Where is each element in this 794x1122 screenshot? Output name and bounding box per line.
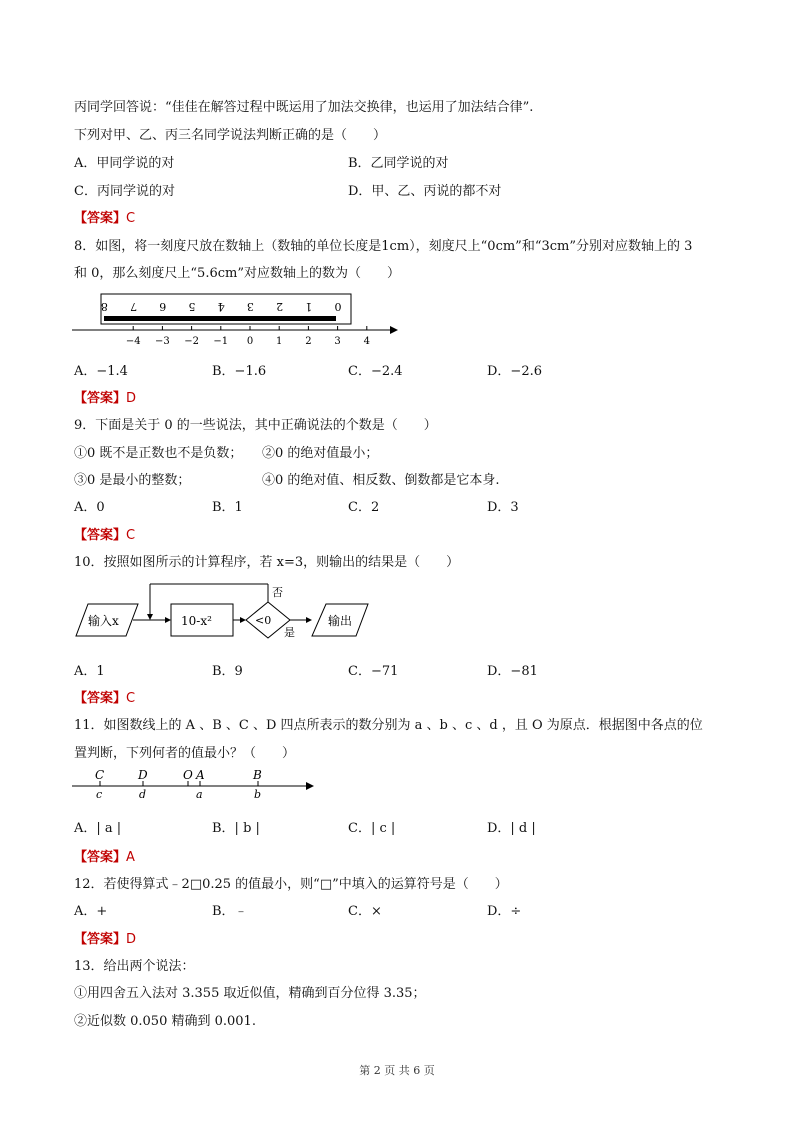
value-label-b: b — [254, 788, 262, 801]
q10-flowchart — [72, 578, 372, 648]
q10-option-a: A．1 — [74, 664, 105, 679]
q11-option-b: B．| b | — [212, 821, 260, 836]
answer-label: 【答案】 — [74, 850, 127, 865]
q9-option-b: B．1 — [212, 500, 243, 515]
q8-option-c: C．−2.4 — [348, 364, 403, 379]
q8-option-a: A．−1.4 — [74, 364, 128, 379]
q11-stem-line-2: 置判断，下列何者的值最小？（ ） — [74, 746, 296, 761]
q9-item-1: ①0 既不是正数也不是负数； — [74, 446, 243, 461]
axis-arrow-icon — [306, 782, 314, 790]
arrow-right-icon — [165, 617, 171, 623]
ruler-label: 1 — [305, 300, 313, 313]
q9-option-c: C．2 — [348, 500, 380, 515]
ruler-scale-bar — [104, 316, 336, 321]
page-footer: 第 2 页 共 6 页 — [359, 1064, 435, 1077]
answer-label: 【答案】 — [74, 932, 127, 947]
q9-answer — [74, 524, 135, 543]
q12-stem: 12．若使得算式﹣2□0.25 的值最小，则“□”中填入的运算符号是（ ） — [74, 877, 508, 892]
q9-stem: 9．下面是关于 0 的一些说法，其中正确说法的个数是（ ） — [74, 418, 437, 433]
value-label-d: d — [139, 788, 147, 801]
axis-label: −2 — [184, 336, 199, 347]
flow-yes-label: 是 — [284, 626, 295, 639]
answer-label: 【答案】 — [74, 691, 127, 706]
q8-answer — [74, 387, 136, 406]
q7-option-b: B．乙同学说的对 — [348, 156, 449, 171]
answer-label: 【答案】 — [74, 211, 127, 226]
q9-item-4: ④0 的绝对值、相反数、倒数都是它本身. — [262, 473, 500, 488]
q10-option-b: B．9 — [212, 664, 243, 679]
axis-label: 0 — [246, 336, 254, 347]
q12-option-a: A．+ — [74, 904, 108, 919]
arrow-right-icon — [240, 617, 246, 623]
point-label-O: O — [183, 768, 193, 782]
axis-arrow-icon — [390, 326, 398, 334]
q9-option-d: D．3 — [487, 500, 519, 515]
q11-option-d: D．| d | — [487, 821, 536, 836]
value-label-a: a — [196, 788, 203, 801]
point-label-C: C — [95, 768, 105, 782]
arrow-down-icon — [147, 614, 153, 620]
axis-label: 2 — [305, 336, 312, 347]
q7-answer — [74, 207, 135, 226]
flow-no-label: 否 — [272, 586, 283, 599]
q8-stem-line-1: 8．如图，将一刻度尺放在数轴上（数轴的单位长度是1cm），刻度尺上“0cm”和“3cm”分别对应数轴上的 3 — [74, 239, 693, 254]
answer-value: C — [126, 691, 136, 706]
answer-value: A — [126, 850, 135, 865]
ruler-label: 2 — [276, 300, 284, 313]
q9-item-3: ③0 是最小的整数； — [74, 473, 191, 488]
answer-value: C — [126, 211, 136, 226]
q10-option-d: D．−81 — [487, 664, 538, 679]
q8-stem-line-2: 和 0，那么刻度尺上“5.6cm”对应数轴上的数为（ ） — [74, 266, 400, 281]
intro-line-2: 下列对甲、乙、丙三名同学说法判断正确的是（ ） — [74, 128, 387, 143]
q12-answer — [74, 928, 136, 947]
ruler-label: 5 — [188, 300, 196, 313]
answer-value: C — [126, 528, 136, 543]
ruler-label: 6 — [159, 300, 167, 313]
ruler-label: 3 — [246, 300, 254, 313]
q7-option-a: A．甲同学说的对 — [74, 156, 175, 171]
ruler-label: 8 — [100, 300, 108, 313]
axis-label: −4 — [125, 336, 141, 347]
q9-item-2: ②0 的绝对值最小； — [262, 446, 379, 461]
answer-value: D — [126, 391, 137, 406]
q12-option-c: C．× — [348, 904, 382, 919]
answer-value: D — [126, 932, 137, 947]
q8-option-d: D．−2.6 — [487, 364, 542, 379]
q7-option-d: D．甲、乙、丙说的都不对 — [348, 184, 502, 199]
flow-compute-text: 10-x² — [181, 614, 212, 628]
answer-label: 【答案】 — [74, 528, 127, 543]
q8-option-b: B．−1.6 — [212, 364, 267, 379]
intro-line-1: 丙同学回答说：“佳佳在解答过程中既运用了加法交换律，也运用了加法结合律”. — [74, 100, 534, 115]
flow-output-text: 输出 — [328, 614, 353, 628]
axis-label: 3 — [334, 336, 341, 347]
q8-ruler-figure — [72, 292, 402, 348]
q12-option-b: B．﹣ — [212, 904, 248, 919]
axis-label: −3 — [155, 336, 170, 347]
axis-label: 4 — [363, 336, 370, 347]
axis-label: −1 — [213, 336, 229, 347]
q11-option-c: C．| c | — [348, 821, 396, 836]
value-label-c: c — [96, 788, 103, 801]
q7-option-c: C．丙同学说的对 — [74, 184, 175, 199]
arrow-right-icon — [306, 617, 312, 623]
q11-stem-line-1: 11．如图数线上的 A 、B 、C 、D 四点所表示的数分别为 a 、b 、c 、d ，且 O 为原点．根据图中各点的位 — [74, 718, 703, 733]
q10-option-c: C．−71 — [348, 664, 399, 679]
flow-decision-text: <0 — [255, 614, 272, 627]
q12-option-d: D．÷ — [487, 904, 522, 919]
q11-answer — [74, 846, 135, 865]
ruler-label: 7 — [130, 300, 138, 313]
flow-input-text: 输入x — [88, 614, 119, 628]
q11-number-line — [72, 766, 322, 806]
q11-option-a: A．| a | — [74, 821, 122, 836]
ruler-label: 4 — [217, 300, 225, 313]
point-label-A: A — [196, 768, 205, 782]
answer-label: 【答案】 — [74, 391, 127, 406]
q13-stem: 13．给出两个说法： — [74, 959, 195, 974]
q13-statement-1: ①用四舍五入法对 3.355 取近似值，精确到百分位得 3.35； — [74, 986, 426, 1001]
q10-stem: 10．按照如图所示的计算程序，若 x=3，则输出的结果是（ ） — [74, 555, 460, 570]
q9-option-a: A．0 — [74, 500, 105, 515]
q10-answer — [74, 687, 135, 706]
point-label-B: B — [253, 768, 262, 782]
axis-label: 1 — [276, 336, 283, 347]
ruler-label: 0 — [334, 300, 342, 313]
point-label-D: D — [138, 768, 148, 782]
q13-statement-2: ②近似数 0.050 精确到 0.001. — [74, 1014, 256, 1029]
